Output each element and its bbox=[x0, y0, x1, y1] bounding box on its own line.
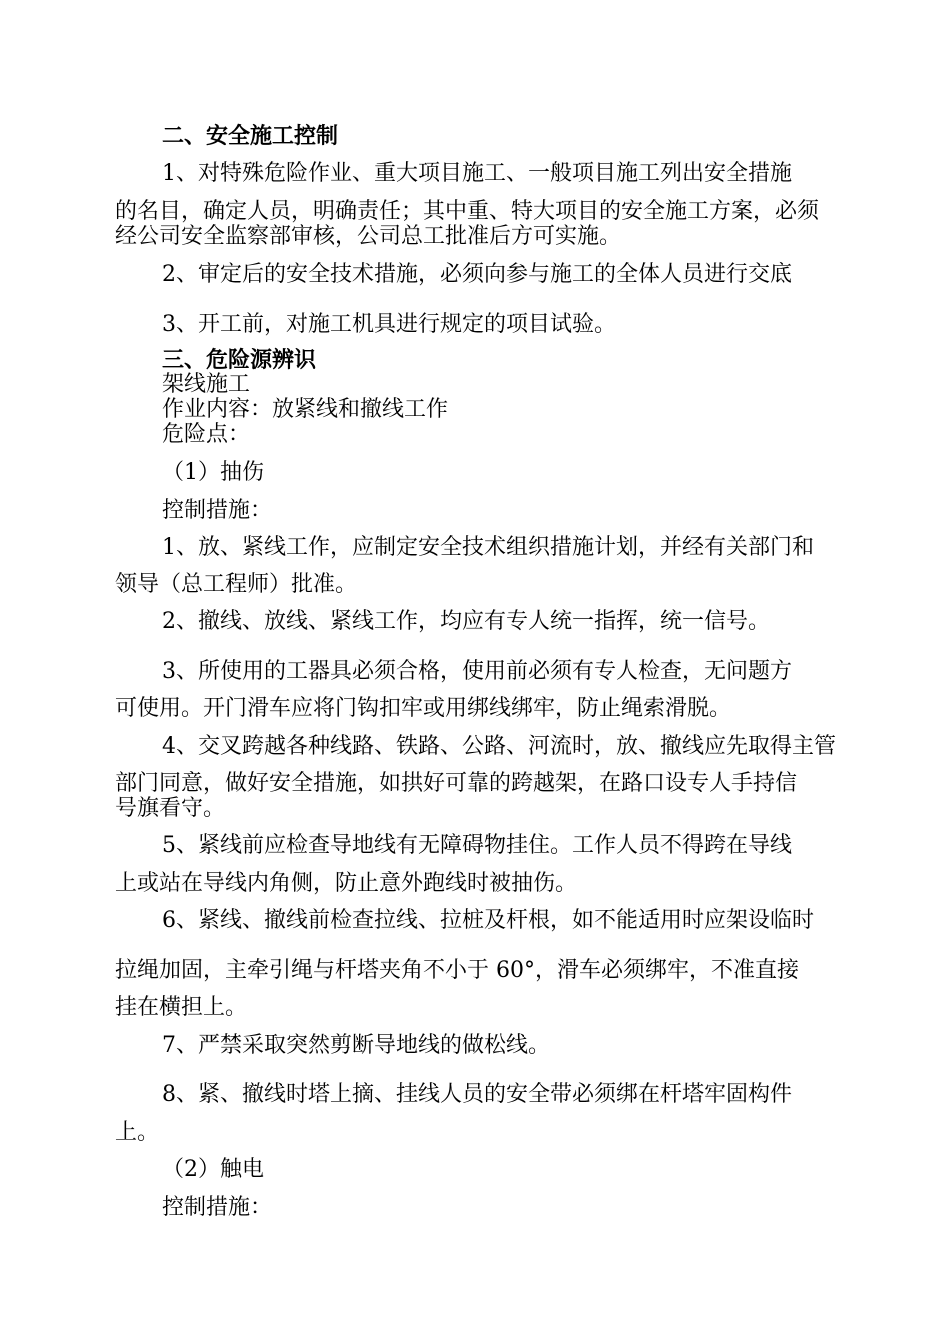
measure-1-line-1: 1、放、紧线工作，应制定安全技术组织措施计划，并经有关部门和 bbox=[162, 535, 814, 560]
paragraph-2-1-line-1: 1、对特殊危险作业、重大项目施工、一般项目施工列出安全措施 bbox=[162, 161, 792, 186]
paragraph-2-1-line-3: 经公司安全监察部审核，公司总工批准后方可实施。 bbox=[115, 224, 622, 249]
section-3-heading: 三、危险源辨识 bbox=[162, 347, 317, 373]
hazard-label: 危险点： bbox=[162, 422, 251, 447]
measure-4-line-1: 4、交叉跨越各种线路、铁路、公路、河流时，放、撤线应先取得主管 bbox=[162, 734, 836, 759]
measure-4-line-2: 部门同意，做好安全措施，如拱好可靠的跨越架，在路口设专人手持信 bbox=[115, 771, 798, 796]
control-measures-label-1: 控制措施： bbox=[162, 498, 273, 523]
measure-5-line-1: 5、紧线前应检查导地线有无障碍物挂住。工作人员不得跨在导线 bbox=[162, 833, 792, 858]
paragraph-2-1-line-2: 的名目，确定人员，明确责任；其中重、特大项目的安全施工方案，必须 bbox=[115, 199, 820, 224]
measure-1-line-2: 领导（总工程师）批准。 bbox=[115, 572, 358, 597]
hazard-1-title: （1）抽伤 bbox=[162, 460, 264, 485]
measure-4-line-3: 号旗看守。 bbox=[115, 796, 226, 821]
measure-3-line-2: 可使用。开门滑车应将门钩扣牢或用绑线绑牢，防止绳索滑脱。 bbox=[115, 696, 732, 721]
control-measures-label-2: 控制措施： bbox=[162, 1195, 273, 1220]
measure-8-line-2: 上。 bbox=[115, 1120, 160, 1145]
measure-6-line-2: 拉绳加固，主牵引绳与杆塔夹角不小于 60°，滑车必须绑牢，不准直接 bbox=[115, 958, 799, 983]
paragraph-2-3: 3、开工前，对施工机具进行规定的项目试验。 bbox=[162, 312, 616, 337]
paragraph-2-2: 2、审定后的安全技术措施，必须向参与施工的全体人员进行交底 bbox=[162, 262, 792, 287]
measure-3-line-1: 3、所使用的工器具必须合格，使用前必须有专人检查，无问题方 bbox=[162, 659, 792, 684]
measure-6-line-3: 挂在横担上。 bbox=[115, 995, 248, 1020]
measure-6-line-1: 6、紧线、撤线前检查拉线、拉桩及杆根，如不能适用时应架设临时 bbox=[162, 908, 814, 933]
work-title: 架线施工 bbox=[162, 372, 251, 397]
work-content: 作业内容：放紧线和撤线工作 bbox=[162, 397, 449, 422]
measure-8-line-1: 8、紧、撤线时塔上摘、挂线人员的安全带必须绑在杆塔牢固构件 bbox=[162, 1082, 792, 1107]
measure-7: 7、严禁采取突然剪断导地线的做松线。 bbox=[162, 1033, 550, 1058]
hazard-2-title: （2）触电 bbox=[162, 1157, 264, 1182]
measure-2: 2、撤线、放线、紧线工作，均应有专人统一指挥，统一信号。 bbox=[162, 609, 770, 634]
section-2-heading: 二、安全施工控制 bbox=[162, 123, 339, 149]
measure-5-line-2: 上或站在导线内角侧，防止意外跑线时被抽伤。 bbox=[115, 871, 578, 896]
